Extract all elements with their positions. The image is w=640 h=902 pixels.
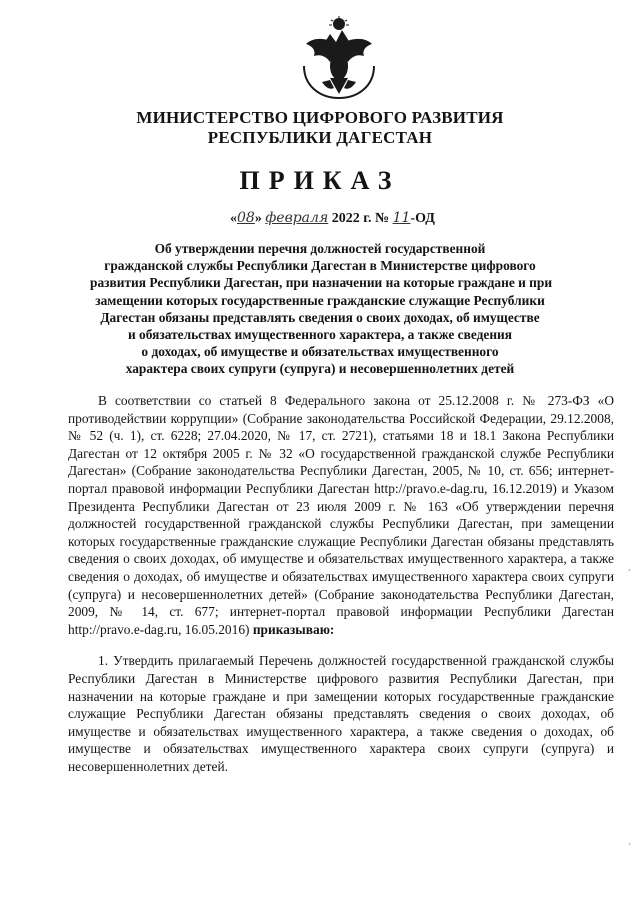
subject-line: и обязательствах имущественного характера, а также сведения: [127, 327, 513, 343]
subject-line: о доходах, об имуществе и обязательствах имущественного: [141, 344, 499, 360]
order-subject: [90, 240, 553, 378]
scan-speck: ’: [628, 842, 632, 853]
item-1-paragraph: 1. Утвердить прилагаемый Перечень должностей государственной гражданской службы Республики Дагестан в Министерстве цифрового развития Республики Дагестан, при назначении на которые граждане и при замещении которых государственные гражданские служащие Республики Дагестан обязаны представлять сведения о своих доходах, об имуществе и обязательствах имущественного характера, а также сведения о доходах, об имуществе и обязательствах имущественного характера своих супруги (супруга) и несовершеннолетних детей.: [68, 653, 614, 774]
subject-line: Дагестан обязаны представлять сведения о своих доходах, об имуществе: [100, 309, 540, 325]
subject-line: характера своих супруги (супруга) и несовершеннолетних детей: [125, 361, 515, 377]
subject-line: Об утверждении перечня должностей государственной: [154, 241, 486, 256]
date-month: февраля: [265, 210, 329, 226]
order-word: приказываю:: [252, 621, 335, 637]
ministry-name-line1: МИНИСТЕРСТВО ЦИФРОВОГО РАЗВИТИЯ: [136, 108, 504, 127]
document-type-title: ПРИКАЗ: [239, 166, 401, 195]
order-number-suffix: -ОД: [410, 211, 435, 226]
scan-speck: ,: [628, 562, 631, 573]
subject-line: развития Республики Дагестан, при назначении на которые граждане и при: [90, 275, 553, 291]
coat-of-arms-icon: [300, 16, 378, 100]
preamble-text: В соответствии со статьей 8 Федерального закона от 25.12.2008 г. № 273-ФЗ «О противодействии коррупции» (Собрание законодательства Российской Федерации, 29.12.2008, № 52 (ч. 1), ст. 6228; 27.04.2020, № 17, ст. 2721), статьями 18 и 18.1 Закона Республики Дагестан от 12 октября 2005 г. № 32 «О государственной гражданской службе Республики Дагестан» (Собрание законодательства Республики Дагестан, 2005, № 10, ст. 656; интернет-портал правовой информации Республики Дагестан http://pravo.e-dag.ru, 16.12.2019) и Указом Президента Республики Дагестан от 23 июля 2009 г. № 163 «Об утверждении перечня должностей государственной гражданской службы Республики Дагестан, при замещении которых государственные гражданские служащие Республики Дагестан обязаны представлять сведения о своих доходах, об имуществе и обязательствах имущественного характера, а также сведения о доходах, об имуществе и обязательствах имущественного характера своих супруги (супруга) и несовершеннолетних детей» (Собрание законодательства Республики Дагестан, 2009, № 14, ст. 677; интернет-портал правовой информации Республики Дагестан http://pravo.e-dag.ru, 16.05.2016): [68, 393, 614, 637]
date-number-line: [230, 210, 435, 227]
order-number: 11: [392, 210, 411, 226]
date-close-quote: »: [254, 211, 262, 226]
number-sign: №: [375, 211, 390, 226]
subject-line: гражданской службы Республики Дагестан в Министерстве цифрового: [104, 258, 536, 274]
date-day: 08: [237, 210, 255, 226]
date-year: 2022 г.: [331, 211, 372, 226]
subject-line: замещении которых государственные гражданские служащие Республики: [95, 292, 545, 308]
preamble-paragraph: [68, 392, 614, 638]
order-body: [68, 392, 614, 775]
ministry-name-line2: РЕСПУБЛИКИ ДАГЕСТАН: [207, 128, 433, 147]
date-open-quote: «: [230, 211, 237, 226]
